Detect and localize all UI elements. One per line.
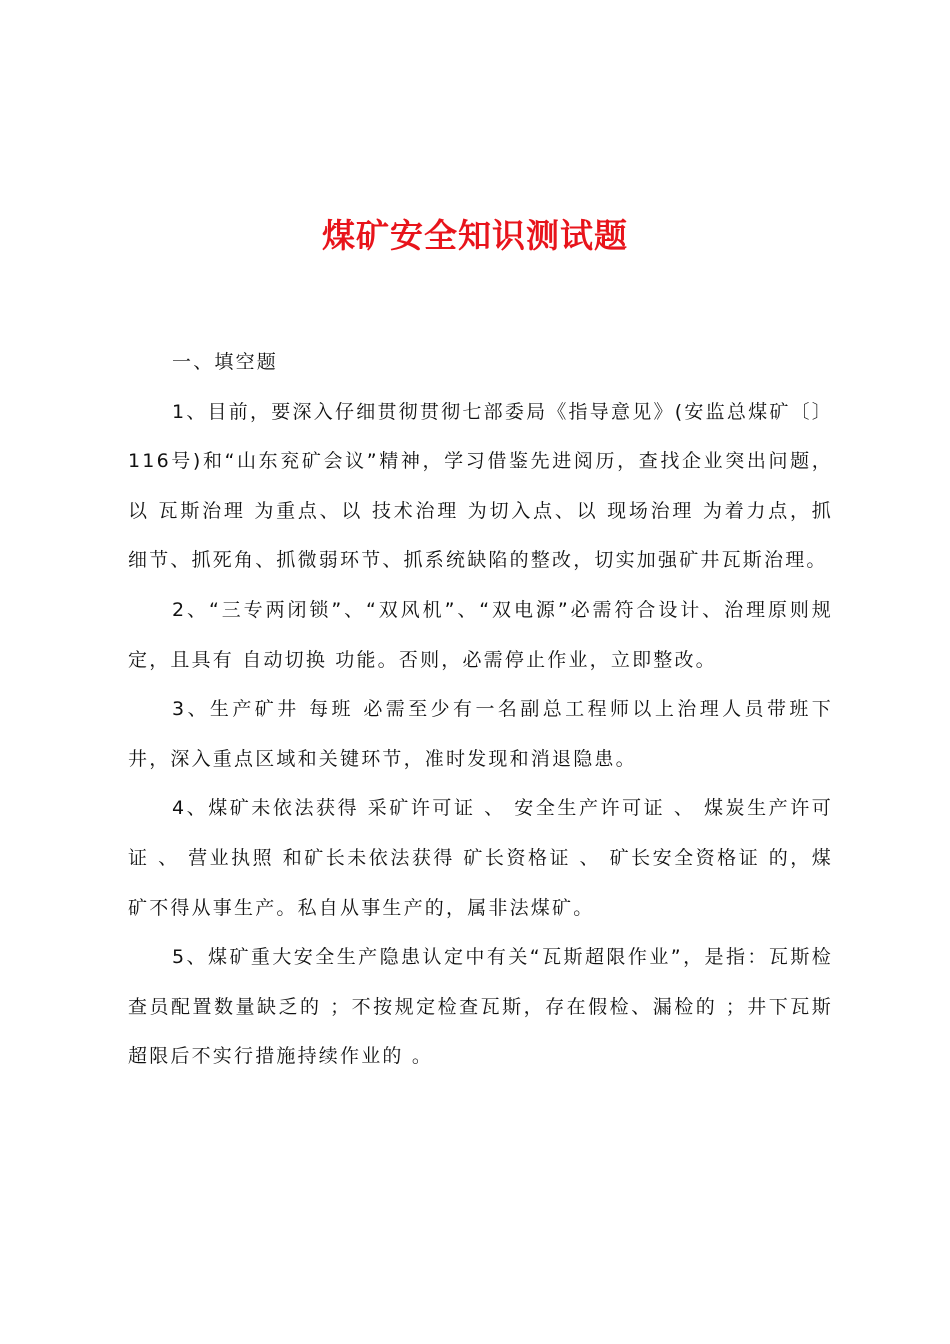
document-body — [128, 338, 833, 1082]
question-3: 3、生产矿井 每班 必需至少有一名副总工程师以上治理人员带班下井，深入重点区域和关键环节，准时发现和消退隐患。 — [128, 698, 833, 770]
question-5: 5、煤矿重大安全生产隐患认定中有关“瓦斯超限作业”，是指：瓦斯检查员配置数量缺乏的 ；不按规定检查瓦斯，存在假检、漏检的 ；井下瓦斯超限后不实行措施持续作业的 。 — [128, 946, 833, 1068]
section-heading: 一、填空题 — [172, 351, 279, 373]
document-title: 煤矿安全知识测试题 — [322, 216, 628, 255]
question-1: 1、目前，要深入仔细贯彻贯彻七部委局《指导意见》(安监总煤矿〔〕116号)和“山东兖矿会议”精神，学习借鉴先进阅历，查找企业突出问题，以 瓦斯治理 为重点、以 技术治理 为切入点、以 现场治理 为着力点，抓细节、抓死角、抓微弱环节、抓系统缺陷的整改，切实加强矿井瓦斯治理。 — [128, 400, 833, 572]
question-4: 4、煤矿未依法获得 采矿许可证 、 安全生产许可证 、 煤炭生产许可证 、 营业执照 和矿长未依法获得 矿长资格证 、 矿长安全资格证 的，煤矿不得从事生产。私自从事生产的，属非法煤矿。 — [128, 797, 833, 919]
question-2: 2、“三专两闭锁”、“双风机”、“双电源”必需符合设计、治理原则规定，且具有 自动切换 功能。否则，必需停止作业，立即整改。 — [128, 598, 833, 671]
